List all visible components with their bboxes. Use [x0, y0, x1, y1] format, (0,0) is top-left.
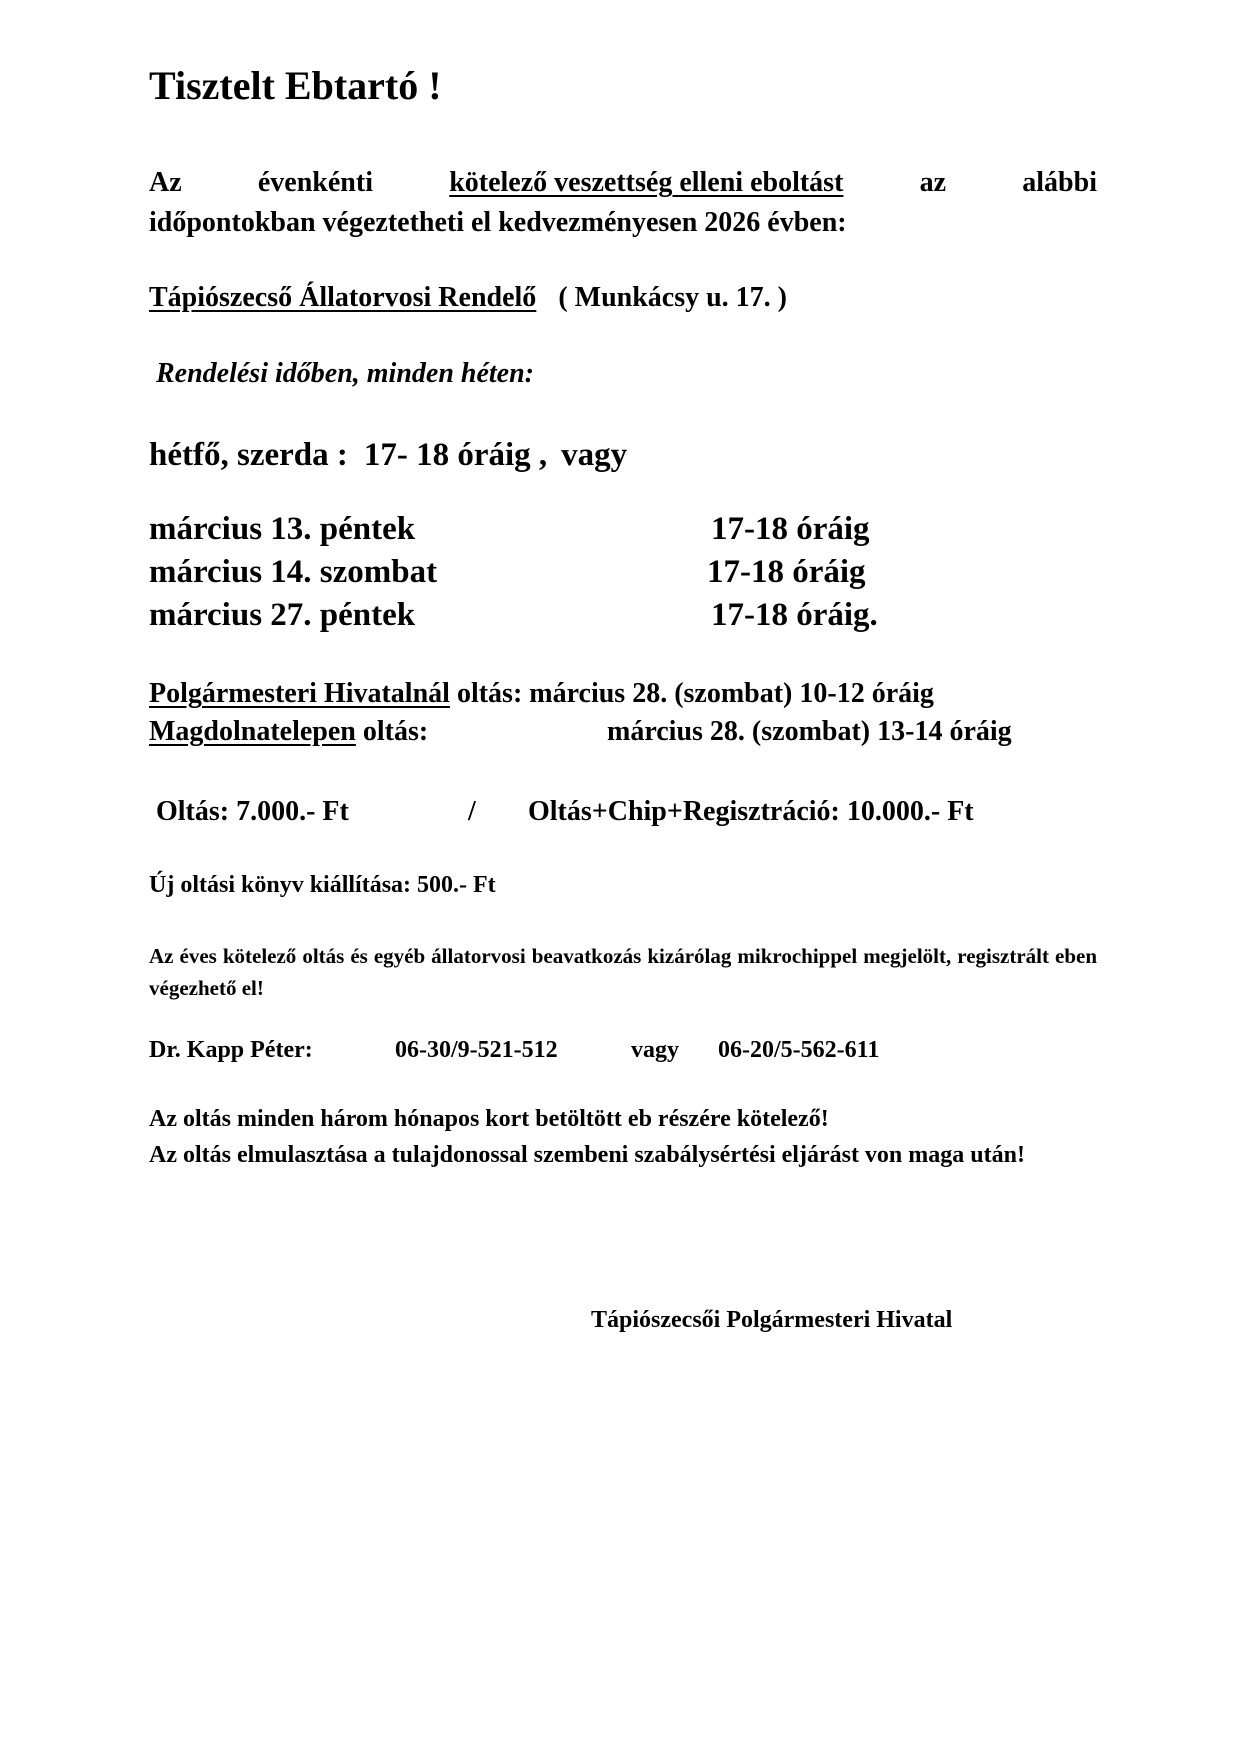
vet-name: Dr. Kapp Péter: [149, 1037, 313, 1063]
intro-line-2: időpontokban végeztetheti el kedvezményesen 2026 évben: [149, 207, 847, 238]
intro-word: Az [149, 167, 182, 198]
intro-paragraph [149, 163, 1097, 243]
new-book-price: Új oltási könyv kiállítása: 500.- Ft [149, 872, 496, 898]
warning-line: Az oltás elmulasztása a tulajdonossal szembeni szabálysértési eljárást von maga után! [149, 1142, 1025, 1168]
intro-underlined-phrase: kötelező veszettség elleni eboltást [449, 167, 844, 198]
location-row [149, 675, 1097, 713]
location-label: oltás: [355, 716, 429, 747]
weekly-time: 17- 18 óráig , [363, 437, 548, 473]
package-price: Oltás+Chip+Regisztráció: 10.000.- Ft [528, 796, 974, 827]
date-row [149, 508, 1097, 551]
weekly-days: hétfő, szerda : [149, 437, 348, 473]
date-time: 17-18 óráig [711, 511, 870, 547]
date-label: március 13. péntek [149, 511, 416, 547]
location-name: Polgármesteri Hivatalnál [149, 678, 450, 709]
clinic-name: Tápiószecső Állatorvosi Rendelő [149, 282, 537, 313]
price-separator: / [468, 796, 476, 827]
date-row [149, 551, 1097, 594]
date-row [149, 594, 1097, 637]
location-name: Magdolnatelepen [149, 716, 356, 747]
clinic-address: ( Munkácsy u. 17. ) [558, 282, 788, 313]
intro-word: évenkénti [257, 167, 373, 198]
date-label: március 14. szombat [149, 554, 438, 590]
date-time: 17-18 óráig [707, 554, 866, 590]
office-hours-heading: Rendelési időben, minden héten: [156, 358, 534, 389]
vaccine-price: Oltás: 7.000.- Ft [156, 796, 349, 827]
phone-number: 06-30/9-521-512 [395, 1037, 558, 1063]
location-time: március 28. (szombat) 13-14 óráig [607, 716, 1012, 747]
location-row [149, 713, 1097, 751]
warning-line: Az oltás minden három hónapos kort betöltött eb részére kötelező! [149, 1106, 829, 1132]
date-time: 17-18 óráig. [711, 597, 878, 633]
location-schedule [149, 675, 1097, 751]
intro-word: az [919, 167, 947, 198]
intro-line-1 [149, 163, 1097, 203]
page-title: Tisztelt Ebtartó ! [149, 63, 442, 108]
date-label: március 27. péntek [149, 597, 416, 633]
contact-or: vagy [631, 1037, 679, 1063]
location-time: március 28. (szombat) 10-12 óráig [522, 678, 934, 709]
phone-number: 06-20/5-562-611 [718, 1037, 880, 1063]
price-line [156, 792, 1097, 832]
intro-word: alábbi [1022, 167, 1097, 198]
clinic-line [149, 278, 1097, 318]
location-label: oltás: [449, 678, 523, 709]
microchip-note: Az éves kötelező oltás és egyéb állatorvosi beavatkozás kizárólag mikrochippel megjelölt, regisztrált eben végezhető el! [149, 944, 1097, 1000]
legal-warning [149, 1101, 1097, 1173]
weekly-schedule [149, 432, 1097, 478]
signature: Tápiószecsői Polgármesteri Hivatal [591, 1307, 953, 1333]
date-schedule [149, 508, 1097, 637]
weekly-or: vagy [561, 437, 628, 473]
